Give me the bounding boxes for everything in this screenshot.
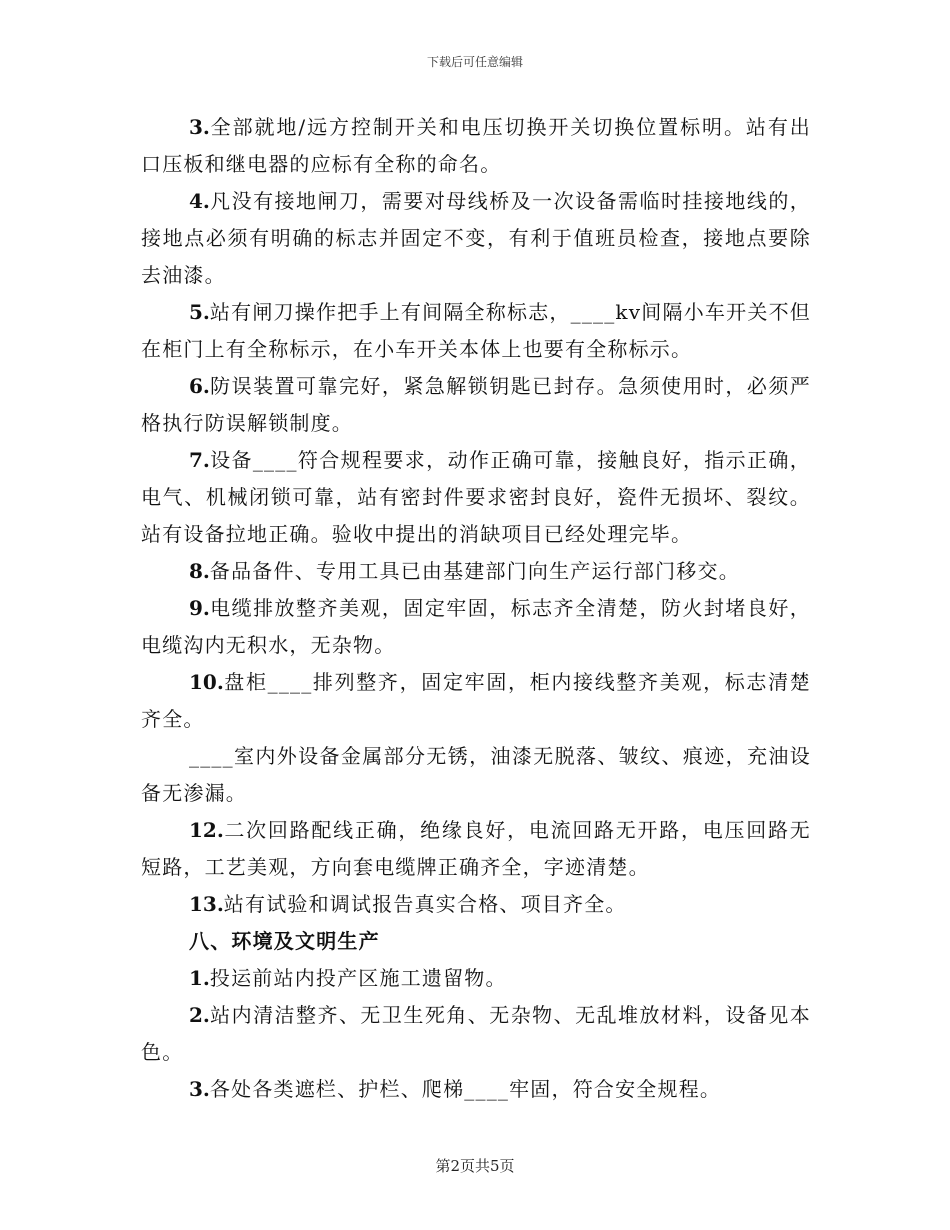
paragraph-10 [141, 664, 811, 738]
paragraph-11 [141, 738, 811, 812]
paragraph-13 [141, 886, 811, 923]
paragraph-3 [141, 109, 811, 183]
section-paragraph-1 [141, 960, 811, 997]
paragraph-number: 12. [189, 818, 224, 842]
paragraph-7 [141, 442, 811, 553]
paragraph-number: 3. [189, 115, 210, 139]
paragraph-number: 8. [189, 559, 210, 583]
section-paragraph-3 [141, 1071, 811, 1108]
paragraph-text: 站有试验和调试报告真实合格、项目齐全。 [223, 892, 627, 916]
paragraph-number: 2. [189, 1003, 210, 1027]
paragraph-number: 1. [189, 966, 210, 990]
paragraph-5 [141, 294, 811, 368]
paragraph-text: 全部就地/远方控制开关和电压切换开关切换位置标明。站有出口压板和继电器的应标有全称的命名。 [141, 115, 811, 176]
paragraph-text: 凡没有接地闸刀，需要对母线桥及一次设备需临时挂接地线的，接地点必须有明确的标志并固定不变，有利于值班员检查，接地点要除去油漆。 [141, 189, 811, 287]
paragraph-text: 站有闸刀操作把手上有间隔全称标志，____kv间隔小车开关不但在柜门上有全称标示，在小车开关本体上也要有全称标示。 [141, 300, 811, 361]
paragraph-8 [141, 553, 811, 590]
paragraph-6 [141, 368, 811, 442]
paragraph-number: 7. [189, 448, 210, 472]
paragraph-number: 5. [189, 300, 210, 324]
paragraph-number: 9. [189, 596, 210, 620]
paragraph-number: 10. [189, 670, 224, 694]
page-header: 下载后可任意编辑 [426, 55, 523, 69]
paragraph-text: 投运前站内投产区施工遗留物。 [209, 966, 507, 990]
paragraph-number: 3. [189, 1077, 210, 1101]
paragraph-text: 各处各类遮栏、护栏、爬梯____牢固，符合安全规程。 [209, 1077, 722, 1101]
page-footer: 第2页共5页 [435, 1157, 515, 1175]
paragraph-text: 备品备件、专用工具已由基建部门向生产运行部门移交。 [209, 559, 740, 583]
section-paragraph-2 [141, 997, 811, 1071]
paragraph-number: 6. [189, 374, 210, 398]
document-body [141, 109, 811, 1108]
paragraph-text: 电缆排放整齐美观，固定牢固，标志齐全清楚，防火封堵良好，电缆沟内无积水，无杂物。 [141, 596, 811, 657]
paragraph-12 [141, 812, 811, 886]
paragraph-number: 13. [189, 892, 224, 916]
paragraph-number: 4. [189, 189, 210, 213]
paragraph-4 [141, 183, 811, 294]
paragraph-text: 二次回路配线正确，绝缘良好，电流回路无开路，电压回路无短路，工艺美观，方向套电缆牌正确齐全，字迹清楚。 [141, 818, 811, 879]
paragraph-text: 设备____符合规程要求，动作正确可靠，接触良好，指示正确，电气、机械闭锁可靠，站有密封件要求密封良好，瓷件无损坏、裂纹。站有设备拉地正确。验收中提出的消缺项目已经处理完毕。 [141, 448, 811, 546]
paragraph-text: ____室内外设备金属部分无锈，油漆无脱落、皱纹、痕迹，充油设备无渗漏。 [141, 744, 811, 805]
paragraph-9 [141, 590, 811, 664]
paragraph-text: 防误装置可靠完好，紧急解锁钥匙已封存。急须使用时，必须严格执行防误解锁制度。 [141, 374, 811, 435]
section-heading: 八、环境及文明生产 [189, 929, 380, 953]
paragraph-text: 站内清洁整齐、无卫生死角、无杂物、无乱堆放材料，设备见本色。 [141, 1003, 811, 1064]
paragraph-text: 盘柜____排列整齐，固定牢固，柜内接线整齐美观，标志清楚齐全。 [141, 670, 811, 731]
